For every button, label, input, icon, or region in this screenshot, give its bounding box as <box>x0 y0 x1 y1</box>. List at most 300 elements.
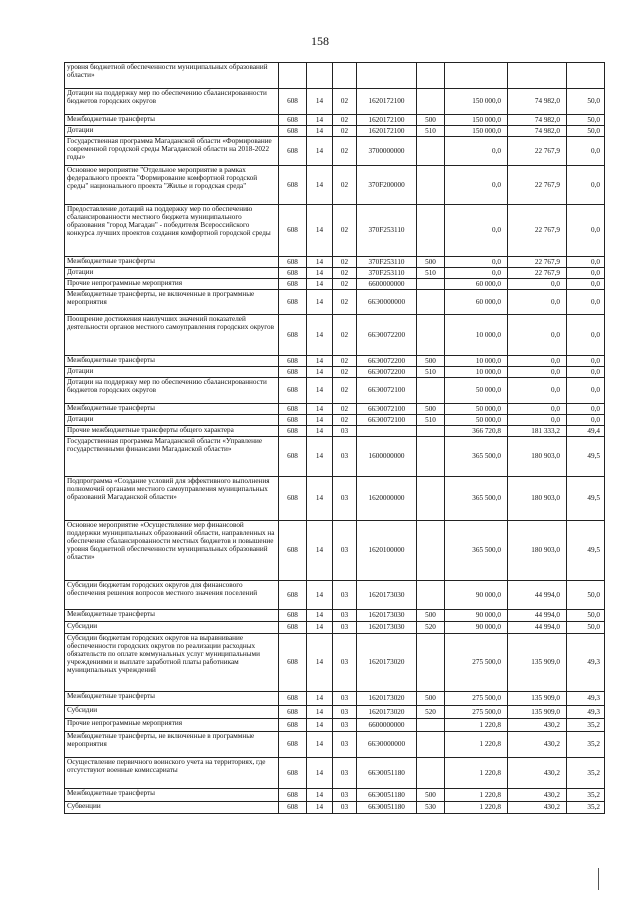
cell-plan: 60 000,0 <box>445 279 508 290</box>
cell-csr <box>357 63 417 89</box>
cell-pr: 03 <box>333 706 357 719</box>
cell-exec: 180 903,0 <box>508 477 567 521</box>
cell-exec: 180 903,0 <box>508 437 567 477</box>
cell-csr: 66Э0000000 <box>357 290 417 315</box>
cell-name: Поощрение достижения наилучших значений показателей деятельности органов местного самоуправления городских округов <box>65 315 279 356</box>
cell-rz: 14 <box>307 719 333 732</box>
cell-ved: 608 <box>279 634 307 692</box>
cell-rz: 14 <box>307 415 333 426</box>
cell-rz: 14 <box>307 367 333 378</box>
cell-vr <box>417 279 445 290</box>
cell-ved: 608 <box>279 719 307 732</box>
cell-percent: 0,0 <box>567 404 605 415</box>
cell-percent: 0,0 <box>567 367 605 378</box>
table-row <box>65 356 605 367</box>
cell-plan: 365 500,0 <box>445 477 508 521</box>
cell-percent: 0,0 <box>567 137 605 166</box>
cell-rz: 14 <box>307 634 333 692</box>
cell-vr: 510 <box>417 367 445 378</box>
cell-ved: 608 <box>279 166 307 205</box>
table-row <box>65 115 605 126</box>
cell-name: Государственная программа Магаданской области «Управление государственными финансами Магаданской области» <box>65 437 279 477</box>
cell-percent: 0,0 <box>567 415 605 426</box>
cell-ved: 608 <box>279 692 307 706</box>
cell-name: Межбюджетные трансферты <box>65 404 279 415</box>
cell-rz: 14 <box>307 789 333 802</box>
cell-name: Предоставление дотаций на поддержку мер по обеспечению сбалансированности местного бюджета муниципального образования "город Магадан" - победителя Всероссийского конкурса лучших проектов создания комфортной городской среды <box>65 205 279 257</box>
table-row <box>65 692 605 706</box>
cell-rz: 14 <box>307 126 333 137</box>
cell-pr: 02 <box>333 257 357 268</box>
cell-exec: 22 767,9 <box>508 137 567 166</box>
cell-ved: 608 <box>279 115 307 126</box>
cell-exec: 74 982,0 <box>508 126 567 137</box>
cell-rz: 14 <box>307 137 333 166</box>
cell-exec: 430,2 <box>508 789 567 802</box>
cell-percent: 49,4 <box>567 426 605 437</box>
cell-ved: 608 <box>279 367 307 378</box>
cell-exec: 430,2 <box>508 758 567 789</box>
cell-name: Межбюджетные трансферты <box>65 115 279 126</box>
cell-plan: 0,0 <box>445 257 508 268</box>
cell-plan: 275 500,0 <box>445 706 508 719</box>
cell-name: Межбюджетные трансферты, не включенные в программные мероприятия <box>65 732 279 758</box>
cell-csr: 370F253110 <box>357 268 417 279</box>
table-row <box>65 166 605 205</box>
table-row <box>65 205 605 257</box>
cell-pr: 02 <box>333 205 357 257</box>
cell-rz: 14 <box>307 758 333 789</box>
cell-pr: 03 <box>333 622 357 634</box>
table-row <box>65 63 605 89</box>
cell-vr: 510 <box>417 126 445 137</box>
budget-table <box>64 62 605 814</box>
cell-name: Прочие межбюджетные трансферты общего характера <box>65 426 279 437</box>
cell-ved: 608 <box>279 732 307 758</box>
cell-pr: 03 <box>333 789 357 802</box>
cell-rz: 14 <box>307 404 333 415</box>
cell-csr: 66Э0072200 <box>357 356 417 367</box>
cell-ved: 608 <box>279 356 307 367</box>
cell-csr: 1620100000 <box>357 521 417 581</box>
cell-percent: 50,0 <box>567 622 605 634</box>
cell-ved: 608 <box>279 426 307 437</box>
cell-ved: 608 <box>279 706 307 719</box>
cell-pr: 03 <box>333 732 357 758</box>
cell-csr: 1620000000 <box>357 477 417 521</box>
cell-vr <box>417 315 445 356</box>
cell-exec: 22 767,9 <box>508 257 567 268</box>
cell-pr: 03 <box>333 477 357 521</box>
table-row <box>65 521 605 581</box>
cell-exec: 0,0 <box>508 378 567 404</box>
table-row <box>65 126 605 137</box>
cell-vr <box>417 719 445 732</box>
cell-rz: 14 <box>307 581 333 610</box>
cell-ved: 608 <box>279 622 307 634</box>
cell-percent: 35,2 <box>567 789 605 802</box>
cell-rz: 14 <box>307 802 333 814</box>
cell-name: Дотации на поддержку мер по обеспечению сбалансированности бюджетов городских округов <box>65 89 279 115</box>
cell-plan: 1 220,8 <box>445 789 508 802</box>
cell-pr: 02 <box>333 404 357 415</box>
cell-percent: 49,3 <box>567 634 605 692</box>
cell-csr: 66Э0072100 <box>357 378 417 404</box>
cell-vr: 520 <box>417 622 445 634</box>
cell-vr <box>417 758 445 789</box>
cell-rz: 14 <box>307 205 333 257</box>
cell-plan: 90 000,0 <box>445 581 508 610</box>
cell-csr: 1620172100 <box>357 89 417 115</box>
cell-plan: 10 000,0 <box>445 315 508 356</box>
cell-rz: 14 <box>307 692 333 706</box>
table-row <box>65 622 605 634</box>
cell-exec: 430,2 <box>508 719 567 732</box>
cell-pr: 03 <box>333 581 357 610</box>
cell-percent: 0,0 <box>567 268 605 279</box>
cell-vr <box>417 581 445 610</box>
table-row <box>65 367 605 378</box>
cell-pr: 03 <box>333 437 357 477</box>
cell-vr <box>417 290 445 315</box>
cell-rz: 14 <box>307 732 333 758</box>
cell-percent: 0,0 <box>567 166 605 205</box>
cell-csr: 370F253110 <box>357 257 417 268</box>
cell-ved: 608 <box>279 205 307 257</box>
cell-rz: 14 <box>307 622 333 634</box>
cell-name: Субсидии бюджетам городских округов на выравнивание обеспеченности городских округов по реализации расходных обязательств по оплате коммунальных услуг муниципальными учреждениями и выплате заработной платы работникам муниципальных учреждений <box>65 634 279 692</box>
cell-pr: 02 <box>333 126 357 137</box>
cell-ved: 608 <box>279 758 307 789</box>
cell-plan: 366 720,8 <box>445 426 508 437</box>
cell-csr: 6600000000 <box>357 719 417 732</box>
cell-exec: 22 767,9 <box>508 205 567 257</box>
table-row <box>65 634 605 692</box>
cell-percent: 35,2 <box>567 758 605 789</box>
cell-rz: 14 <box>307 268 333 279</box>
table-row <box>65 437 605 477</box>
cell-exec: 44 994,0 <box>508 610 567 622</box>
cell-ved: 608 <box>279 437 307 477</box>
cell-plan: 0,0 <box>445 166 508 205</box>
cell-rz: 14 <box>307 279 333 290</box>
cell-csr: 1620173020 <box>357 706 417 719</box>
cell-rz: 14 <box>307 477 333 521</box>
cell-percent: 50,0 <box>567 610 605 622</box>
cell-pr: 02 <box>333 166 357 205</box>
cell-pr: 02 <box>333 89 357 115</box>
cell-ved: 608 <box>279 415 307 426</box>
cell-ved: 608 <box>279 378 307 404</box>
cell-name: Субсидии бюджетам городских округов для финансового обеспечения решения вопросов местного значения поселений <box>65 581 279 610</box>
cell-pr: 03 <box>333 802 357 814</box>
cell-name: Межбюджетные трансферты <box>65 257 279 268</box>
cell-csr: 66Э0051180 <box>357 789 417 802</box>
cell-ved: 608 <box>279 789 307 802</box>
page-number: 158 <box>311 34 329 48</box>
table-row <box>65 758 605 789</box>
cell-csr: 6600000000 <box>357 279 417 290</box>
cell-exec <box>508 63 567 89</box>
cell-rz <box>307 63 333 89</box>
cell-csr: 66Э0072100 <box>357 415 417 426</box>
cell-pr: 03 <box>333 758 357 789</box>
cell-plan: 365 500,0 <box>445 437 508 477</box>
cell-exec: 0,0 <box>508 290 567 315</box>
cell-vr: 500 <box>417 257 445 268</box>
cell-ved: 608 <box>279 290 307 315</box>
cell-rz: 14 <box>307 257 333 268</box>
cell-vr <box>417 63 445 89</box>
cell-pr: 03 <box>333 719 357 732</box>
cell-percent: 35,2 <box>567 802 605 814</box>
cell-exec: 0,0 <box>508 415 567 426</box>
cell-name: Субсидии <box>65 622 279 634</box>
cell-pr <box>333 63 357 89</box>
table-row <box>65 257 605 268</box>
cell-name: Межбюджетные трансферты, не включенные в программные мероприятия <box>65 290 279 315</box>
cell-csr: 3700000000 <box>357 137 417 166</box>
table-row <box>65 290 605 315</box>
cell-name: Осуществление первичного воинского учета на территориях, где отсутствуют военные комиссариаты <box>65 758 279 789</box>
cell-name: уровня бюджетной обеспеченности муниципальных образований области» <box>65 63 279 89</box>
cell-pr: 02 <box>333 268 357 279</box>
cell-pr: 02 <box>333 115 357 126</box>
cell-plan: 10 000,0 <box>445 356 508 367</box>
cell-rz: 14 <box>307 166 333 205</box>
cell-exec: 74 982,0 <box>508 89 567 115</box>
cell-plan: 1 220,8 <box>445 732 508 758</box>
table-row <box>65 89 605 115</box>
cell-pr: 03 <box>333 692 357 706</box>
cell-rz: 14 <box>307 426 333 437</box>
cell-percent: 0,0 <box>567 205 605 257</box>
cell-plan: 50 000,0 <box>445 415 508 426</box>
table-row <box>65 610 605 622</box>
cell-pr: 02 <box>333 356 357 367</box>
table-row <box>65 279 605 290</box>
cell-plan: 1 220,8 <box>445 719 508 732</box>
cell-name: Государственная программа Магаданской области «Формирование современной городской среды Магаданской области на 2018-2022 годы» <box>65 137 279 166</box>
cell-exec: 0,0 <box>508 367 567 378</box>
cell-percent: 0,0 <box>567 315 605 356</box>
cell-csr: 370F200000 <box>357 166 417 205</box>
table-row <box>65 477 605 521</box>
cell-ved: 608 <box>279 257 307 268</box>
cell-vr: 500 <box>417 404 445 415</box>
table-row <box>65 268 605 279</box>
cell-csr: 1620173030 <box>357 581 417 610</box>
cell-ved <box>279 63 307 89</box>
cell-vr <box>417 426 445 437</box>
cell-vr: 500 <box>417 789 445 802</box>
cell-exec: 44 994,0 <box>508 622 567 634</box>
table-row <box>65 802 605 814</box>
cell-plan: 50 000,0 <box>445 378 508 404</box>
cell-percent: 0,0 <box>567 279 605 290</box>
cell-name: Основное мероприятие "Отдельное мероприятие в рамках федерального проекта "Формирование комфортной городской среды" национального проекта "Жилье и городская среда" <box>65 166 279 205</box>
cell-rz: 14 <box>307 115 333 126</box>
cell-plan: 1 220,8 <box>445 758 508 789</box>
cell-vr <box>417 378 445 404</box>
cell-percent: 49,5 <box>567 477 605 521</box>
table-row <box>65 415 605 426</box>
cell-rz: 14 <box>307 89 333 115</box>
page-edge-mark <box>598 868 599 890</box>
table-row <box>65 581 605 610</box>
cell-rz: 14 <box>307 437 333 477</box>
cell-exec: 430,2 <box>508 732 567 758</box>
cell-name: Прочие непрограммные мероприятия <box>65 719 279 732</box>
cell-ved: 608 <box>279 126 307 137</box>
cell-ved: 608 <box>279 137 307 166</box>
cell-percent: 0,0 <box>567 356 605 367</box>
cell-pr: 02 <box>333 279 357 290</box>
cell-name: Основное мероприятие «Осуществление мер финансовой поддержки муниципальных образований области, направленных на обеспечение сбалансированности местных бюджетов и повышение уровня бюджетной обеспеченности муниципальных образований области» <box>65 521 279 581</box>
table-row <box>65 732 605 758</box>
cell-ved: 608 <box>279 279 307 290</box>
table-row <box>65 137 605 166</box>
cell-plan: 275 500,0 <box>445 634 508 692</box>
cell-name: Дотации на поддержку мер по обеспечению сбалансированности бюджетов городских округов <box>65 378 279 404</box>
cell-vr <box>417 732 445 758</box>
cell-plan: 90 000,0 <box>445 610 508 622</box>
cell-rz: 14 <box>307 521 333 581</box>
cell-exec: 44 994,0 <box>508 581 567 610</box>
cell-exec: 135 909,0 <box>508 692 567 706</box>
cell-vr <box>417 137 445 166</box>
cell-pr: 02 <box>333 367 357 378</box>
cell-exec: 181 333,2 <box>508 426 567 437</box>
cell-pr: 02 <box>333 378 357 404</box>
cell-plan: 150 000,0 <box>445 89 508 115</box>
cell-pr: 03 <box>333 634 357 692</box>
table-row <box>65 719 605 732</box>
cell-vr: 500 <box>417 692 445 706</box>
cell-ved: 608 <box>279 477 307 521</box>
cell-name: Подпрограмма «Создание условий для эффективного выполнения полномочий органами местного самоуправления муниципальных образований Магаданской области» <box>65 477 279 521</box>
cell-plan: 50 000,0 <box>445 404 508 415</box>
cell-vr <box>417 521 445 581</box>
cell-name: Прочие непрограммные мероприятия <box>65 279 279 290</box>
cell-csr: 66Э0072100 <box>357 404 417 415</box>
cell-csr: 1620172100 <box>357 115 417 126</box>
cell-vr <box>417 89 445 115</box>
cell-vr: 500 <box>417 356 445 367</box>
cell-vr: 530 <box>417 802 445 814</box>
cell-vr <box>417 634 445 692</box>
cell-rz: 14 <box>307 290 333 315</box>
cell-name: Субсидии <box>65 706 279 719</box>
cell-pr: 03 <box>333 521 357 581</box>
cell-exec: 74 982,0 <box>508 115 567 126</box>
table-row <box>65 426 605 437</box>
cell-ved: 608 <box>279 581 307 610</box>
table-row <box>65 404 605 415</box>
cell-exec: 0,0 <box>508 404 567 415</box>
cell-percent: 49,5 <box>567 437 605 477</box>
cell-vr <box>417 205 445 257</box>
cell-percent <box>567 63 605 89</box>
cell-percent: 50,0 <box>567 126 605 137</box>
cell-exec: 430,2 <box>508 802 567 814</box>
cell-csr: 1620173030 <box>357 610 417 622</box>
cell-pr: 02 <box>333 415 357 426</box>
cell-ved: 608 <box>279 521 307 581</box>
cell-pr: 03 <box>333 426 357 437</box>
cell-csr <box>357 426 417 437</box>
cell-csr: 66Э0051180 <box>357 758 417 789</box>
cell-plan <box>445 63 508 89</box>
cell-vr <box>417 166 445 205</box>
cell-plan: 0,0 <box>445 205 508 257</box>
cell-exec: 180 903,0 <box>508 521 567 581</box>
cell-vr: 510 <box>417 268 445 279</box>
cell-csr: 1620173030 <box>357 622 417 634</box>
cell-name: Дотации <box>65 268 279 279</box>
cell-percent: 0,0 <box>567 290 605 315</box>
cell-ved: 608 <box>279 268 307 279</box>
cell-csr: 66Э0051180 <box>357 802 417 814</box>
cell-vr: 500 <box>417 610 445 622</box>
cell-name: Межбюджетные трансферты <box>65 789 279 802</box>
cell-rz: 14 <box>307 378 333 404</box>
cell-csr: 1620173020 <box>357 634 417 692</box>
cell-csr: 1600000000 <box>357 437 417 477</box>
cell-csr: 370F253110 <box>357 205 417 257</box>
cell-csr: 1620173020 <box>357 692 417 706</box>
table-body <box>65 63 605 814</box>
cell-vr <box>417 437 445 477</box>
table-row <box>65 378 605 404</box>
cell-rz: 14 <box>307 356 333 367</box>
cell-name: Дотации <box>65 367 279 378</box>
cell-ved: 608 <box>279 802 307 814</box>
cell-ved: 608 <box>279 610 307 622</box>
cell-name: Дотации <box>65 415 279 426</box>
cell-vr: 520 <box>417 706 445 719</box>
cell-exec: 135 909,0 <box>508 634 567 692</box>
cell-name: Субвенции <box>65 802 279 814</box>
cell-plan: 1 220,8 <box>445 802 508 814</box>
cell-ved: 608 <box>279 89 307 115</box>
cell-percent: 50,0 <box>567 89 605 115</box>
cell-percent: 49,5 <box>567 521 605 581</box>
cell-plan: 150 000,0 <box>445 115 508 126</box>
cell-plan: 365 500,0 <box>445 521 508 581</box>
cell-plan: 60 000,0 <box>445 290 508 315</box>
cell-csr: 66Э0000000 <box>357 732 417 758</box>
cell-exec: 0,0 <box>508 315 567 356</box>
cell-percent: 49,3 <box>567 706 605 719</box>
cell-ved: 608 <box>279 315 307 356</box>
cell-name: Межбюджетные трансферты <box>65 610 279 622</box>
cell-plan: 0,0 <box>445 268 508 279</box>
cell-plan: 0,0 <box>445 137 508 166</box>
cell-vr: 510 <box>417 415 445 426</box>
cell-name: Межбюджетные трансферты <box>65 692 279 706</box>
cell-pr: 02 <box>333 137 357 166</box>
table-row <box>65 706 605 719</box>
cell-plan: 150 000,0 <box>445 126 508 137</box>
cell-exec: 0,0 <box>508 279 567 290</box>
cell-ved: 608 <box>279 404 307 415</box>
cell-pr: 02 <box>333 290 357 315</box>
cell-percent: 35,2 <box>567 719 605 732</box>
cell-pr: 03 <box>333 610 357 622</box>
cell-pr: 02 <box>333 315 357 356</box>
cell-exec: 0,0 <box>508 356 567 367</box>
